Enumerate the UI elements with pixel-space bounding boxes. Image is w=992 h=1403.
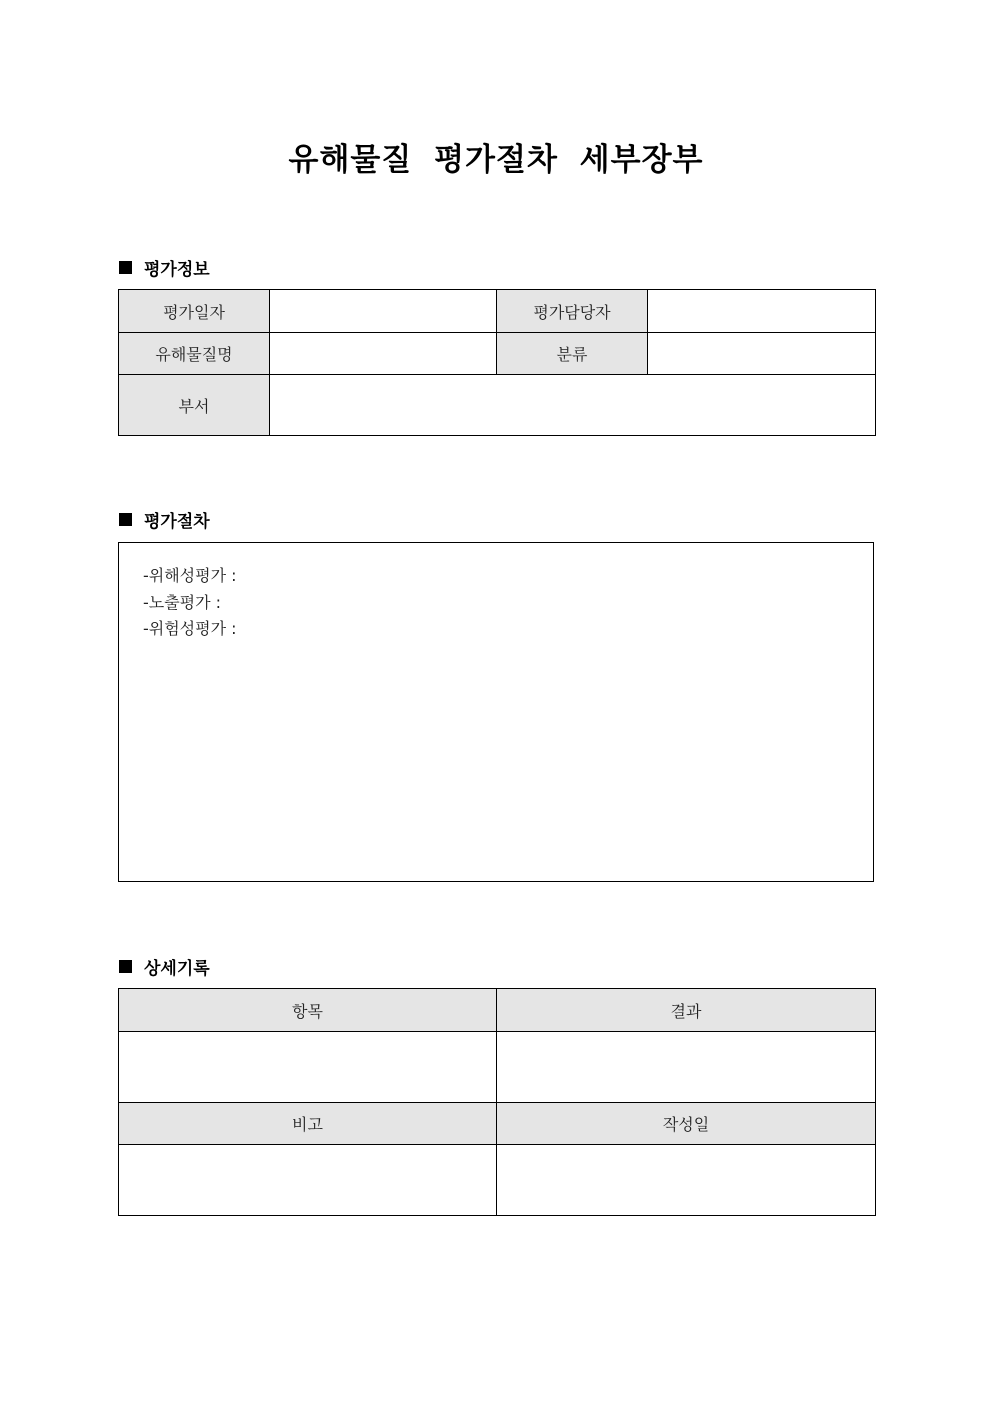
- item-field[interactable]: [119, 1032, 497, 1103]
- result-field[interactable]: [497, 1032, 876, 1103]
- table-row: [119, 1145, 876, 1216]
- square-bullet-icon: [119, 960, 132, 973]
- header-written-date: 작성일: [497, 1103, 876, 1145]
- procedure-line-exposure: -노출평가 :: [143, 592, 222, 612]
- procedure-box[interactable]: [118, 542, 874, 882]
- department-field[interactable]: [270, 375, 876, 436]
- eval-date-field[interactable]: [270, 290, 497, 333]
- written-date-field[interactable]: [497, 1145, 876, 1216]
- document-title: 유해물질 평가절차 세부장부: [288, 142, 704, 178]
- table-row: [119, 290, 876, 333]
- label-eval-date: 평가일자: [119, 290, 270, 333]
- detail-table: [118, 988, 876, 1216]
- procedure-line-risk: -위험성평가 :: [143, 619, 237, 638]
- header-item: 항목: [119, 989, 497, 1032]
- section-heading-procedure: [119, 507, 210, 532]
- section-heading-info: [119, 255, 210, 280]
- table-header-row: [119, 989, 876, 1032]
- header-remarks: 비고: [119, 1103, 497, 1145]
- label-department: 부서: [119, 375, 270, 436]
- header-result: 결과: [497, 989, 876, 1032]
- procedure-line-hazard: -위해성평가 :: [143, 566, 237, 585]
- section-heading-label: 평가정보: [144, 260, 210, 280]
- info-table: [118, 289, 876, 436]
- table-header-row: [119, 1103, 876, 1145]
- table-row: [119, 375, 876, 436]
- table-row: [119, 333, 876, 375]
- label-evaluator: 평가담당자: [497, 290, 648, 333]
- evaluator-field[interactable]: [648, 290, 876, 333]
- square-bullet-icon: [119, 513, 132, 526]
- category-field[interactable]: [648, 333, 876, 375]
- label-substance-name: 유해물질명: [119, 333, 270, 375]
- section-heading-detail: [119, 954, 210, 979]
- square-bullet-icon: [119, 261, 132, 274]
- procedure-lines: [143, 563, 237, 643]
- section-heading-label: 평가절차: [144, 512, 210, 532]
- substance-name-field[interactable]: [270, 333, 497, 375]
- label-category: 분류: [497, 333, 648, 375]
- remarks-field[interactable]: [119, 1145, 497, 1216]
- section-heading-label: 상세기록: [144, 959, 210, 979]
- table-row: [119, 1032, 876, 1103]
